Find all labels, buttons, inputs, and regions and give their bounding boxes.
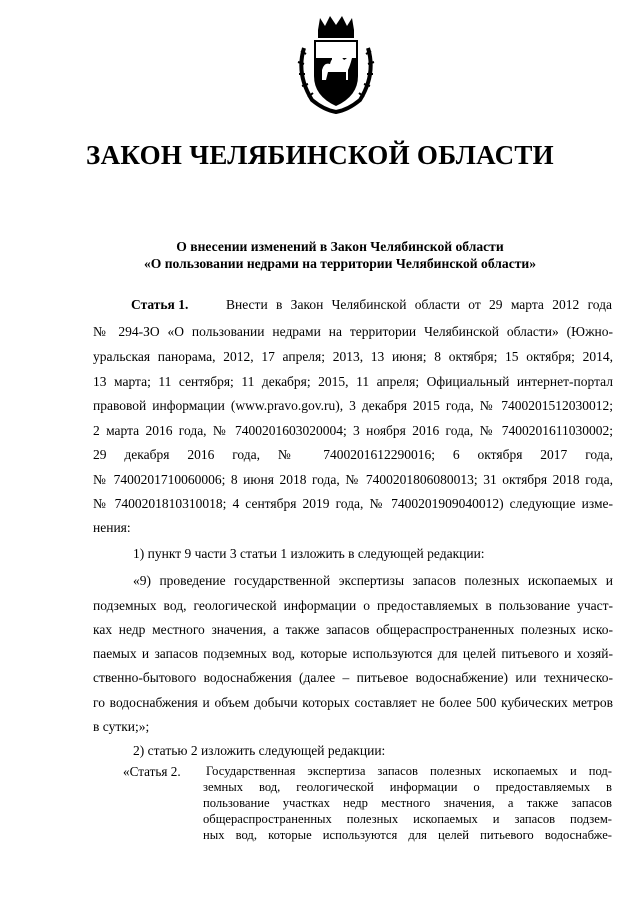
- article2-line: Государственная экспертиза запасов полезных ископаемых и под-: [206, 764, 612, 778]
- item1-quote-line: го водоснабжения и объем добычи которых составляет не более 500 кубических метров: [93, 695, 613, 710]
- article1-line: № 7400201710060006; 8 июня 2018 года, № 7400201806080013; 31 октября 2018 года,: [93, 472, 613, 487]
- article1-line: 29 декабря 2016 года, № 7400201612290016; 6 октября 2017 года,: [93, 447, 613, 462]
- article1-label: Статья 1.: [131, 297, 189, 312]
- article2-line: земных вод, геологической информации о предоставляемых в: [203, 780, 612, 794]
- article1-line: 13 марта; 11 сентября; 11 декабря; 2015, 11 апреля; Официальный интернет-портал: [93, 374, 613, 389]
- item1-quote-line: ственно-бытового водоснабжения (далее – питьевое водоснабжение) или техническо-: [93, 670, 613, 685]
- item1-quote-line: в сутки;»;: [93, 719, 150, 734]
- item1-quote-line: «9) проведение государственной экспертизы запасов полезных ископаемых и: [133, 573, 613, 588]
- article1-line: 2 марта 2016 года, № 7400201603020004; 3 ноября 2016 года, № 7400201611030002;: [93, 423, 613, 438]
- article1-line: правовой информации (www.pravo.gov.ru), 3 декабря 2015 года, № 7400201512030012;: [93, 398, 613, 413]
- coat-of-arms-emblem: [294, 14, 378, 114]
- article1-line: уральская панорама, 2012, 17 апреля; 2013, 13 июня; 8 октября; 15 октября; 2014,: [93, 349, 613, 364]
- item1-intro: 1) пункт 9 части 3 статьи 1 изложить в следующей редакции:: [133, 546, 485, 561]
- subtitle-line: «О пользовании недрами на территории Челябинской области»: [143, 256, 537, 271]
- article2-line: ных вод, которые используются для целей питьевого водоснабже-: [203, 828, 612, 842]
- item1-quote-line: подземных вод, геологической информации о предоставляемых в пользование участ-: [93, 598, 613, 613]
- article2-line: пользование участках недр местного значения, а также запасов: [203, 796, 612, 810]
- subtitle-line: О внесении изменений в Закон Челябинской области: [176, 239, 504, 254]
- law-subtitle: [60, 238, 620, 272]
- item1-quote-line: паемых и запасов подземных вод, которые используются для целей питьевого и хозяй-: [93, 646, 613, 661]
- article1-line: № 7400201810310018; 4 сентября 2019 года, № 7400201909040012) следующие изме-: [93, 496, 613, 511]
- article1-line: нения:: [93, 520, 131, 535]
- article2-label: «Статья 2.: [123, 764, 181, 779]
- law-title: ЗАКОН ЧЕЛЯБИНСКОЙ ОБЛАСТИ: [86, 140, 554, 170]
- item1-quote-line: ках недр местного значения, а также запасов общераспространенных полезных иско-: [93, 622, 613, 637]
- article2-line: общераспространенных полезных ископаемых и запасов подзем-: [203, 812, 612, 826]
- article1-line: № 294-ЗО «О пользовании недрами на территории Челябинской области» (Южно-: [93, 324, 613, 339]
- item2-intro: 2) статью 2 изложить следующей редакции:: [133, 743, 386, 758]
- article1-line: Внести в Закон Челябинской области от 29 марта 2012 года: [226, 297, 612, 312]
